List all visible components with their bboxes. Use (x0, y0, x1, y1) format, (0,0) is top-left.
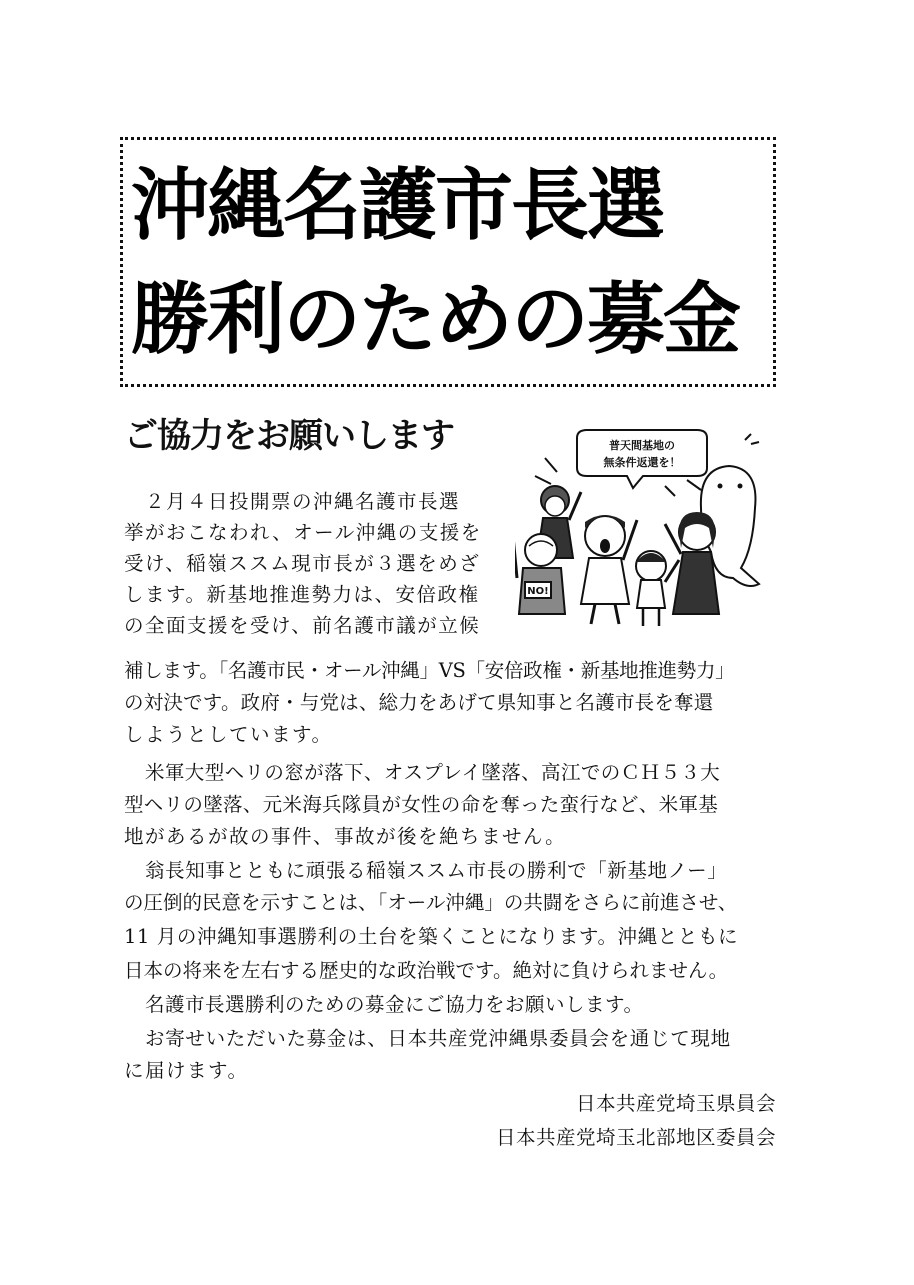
body-line: に届けます。 (124, 1059, 249, 1082)
body-line: 翁長知事とともに頑張る稲嶺ススム市長の勝利で「新基地ノー」 (145, 859, 728, 882)
speech-bubble-line-2: 無条件返還を！ (603, 456, 681, 469)
body-line: の全面支援を受け、前名護市議が立候 (124, 614, 481, 637)
body-line: お寄せいただいた募金は、日本共産党沖縄県委員会を通じて現地 (145, 1027, 731, 1050)
body-line: 11 月の沖縄知事選勝利の土台を築くことになります。沖縄とともに (124, 925, 739, 948)
body-line: します。新基地推進勢力は、安倍政権 (124, 583, 480, 606)
body-line: 名護市長選勝利のための募金にご協力をお願いします。 (145, 993, 644, 1016)
body-line: 地があるが故の事件、事故が後を絶ちません。 (124, 825, 567, 848)
no-sign-text: NO! (527, 586, 549, 597)
speech-bubble-line-1: 普天間基地の (609, 439, 675, 452)
body-line: 挙がおこなわれ、オール沖縄の支援を (124, 521, 482, 544)
title-line-1: 沖縄名護市長選 (131, 161, 664, 251)
protest-illustration (515, 428, 777, 630)
body-line: ２月４日投開票の沖縄名護市長選 (145, 490, 461, 513)
body-line: 日本の将来を左右する歴史的な政治戦です。絶対に負けられません。 (124, 959, 729, 982)
signature-saitama-prefecture: 日本共産党埼玉県員会 (575, 1092, 776, 1115)
body-line: 受け、稲嶺ススム現市長が３選をめざ (124, 552, 481, 575)
body-line: 米軍大型ヘリの窓が落下、オスプレイ墜落、高江でのＣＨ５３大 (145, 761, 721, 784)
subtitle: ご協力をお願いします (124, 416, 454, 456)
body-line: 型ヘリの墜落、元米海兵隊員が女性の命を奪った蛮行など、米軍基 (124, 793, 719, 816)
body-line: しようとしています。 (124, 723, 333, 746)
body-line: 補します。「名護市民・オール沖縄」VS「安倍政権・新基地推進勢力」 (124, 659, 735, 682)
body-line: の圧倒的民意を示すことは、「オール沖縄」の共闘をさらに前進させ、 (124, 891, 738, 914)
title-line-2: 勝利のための募金 (131, 275, 740, 365)
title-box (120, 137, 776, 387)
body-line: の対決です。政府・与党は、総力をあげて県知事と名護市長を奪還 (124, 691, 714, 714)
signature-saitama-north-district: 日本共産党埼玉北部地区委員会 (495, 1126, 776, 1149)
